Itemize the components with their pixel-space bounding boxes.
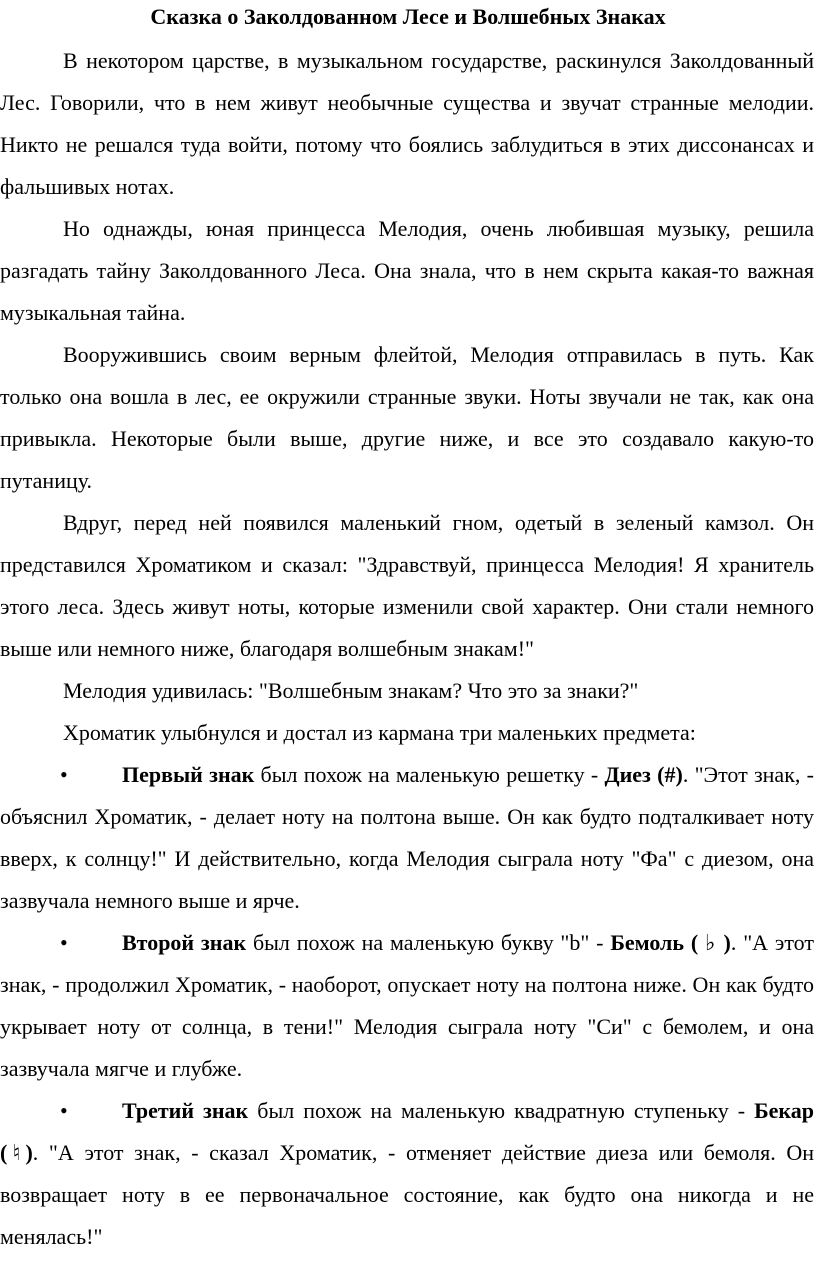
bullet-item-sharp <box>0 754 814 922</box>
bullet-text-end: . "Этот знак, - объяснил Хроматик, - делает ноту на полтона выше. Он как будто подталкивает ноту вверх, к солнцу!" И действительно, когда Мелодия сыграла ноту "Фа" с диезом, она зазвучала немного выше и ярче. <box>0 762 814 913</box>
bullet-text-end: . "А этот знак, - сказал Хроматик, - отменяет действие диеза или бемоля. Он возвращает ноту в ее первоначальное состояние, как будто она никогда и не менялась!" <box>0 1140 814 1249</box>
paragraph-2: Но однажды, юная принцесса Мелодия, очень любившая музыку, решила разгадать тайну Заколдованного Леса. Она знала, что в нем скрыта какая-то важная музыкальная тайна. <box>0 216 814 325</box>
sign-name-flat: Бемоль ( ♭ ) <box>610 930 731 955</box>
bullet-lead: Третий знак <box>122 1098 249 1123</box>
paragraph-1: В некотором царстве, в музыкальном государстве, раскинулся Заколдованный Лес. Говорили, что в нем живут необычные существа и звучат странные мелодии. Никто не решался туда войти, потому что боялись заблудиться в этих диссонансах и фальшивых нотах. <box>0 48 814 199</box>
bullet-text-end: . "А этот знак, - продолжил Хроматик, - наоборот, опускает ноту на полтона ниже. Он как будто укрывает ноту от солнца, в тени!" Мелодия сыграла ноту "Си" с бемолем, и она зазвучала мягче и глубже. <box>0 930 814 1081</box>
bullet-lead: Второй знак <box>122 930 247 955</box>
bullet-item-natural <box>0 1090 814 1258</box>
sign-name-natural: Бекар (♮) <box>0 1098 814 1165</box>
bullet-marker: • <box>60 1098 68 1123</box>
bullet-text-start: был похож на маленькую решетку - <box>254 762 605 787</box>
bullet-marker: • <box>60 762 68 787</box>
paragraph-3: Вооружившись своим верным флейтой, Мелодия отправилась в путь. Как только она вошла в лес, ее окружили странные звуки. Ноты звучали не так, как она привыкла. Некоторые были выше, другие ниже, и все это создавало какую-то путаницу. <box>0 342 814 493</box>
bullet-text-start: был похож на маленькую букву "b" - <box>246 930 611 955</box>
paragraph-5: Мелодия удивилась: "Волшебным знакам? Что это за знаки?" <box>63 678 639 703</box>
bullet-text-start: был похож на маленькую квадратную ступеньку - <box>248 1098 755 1123</box>
bullet-lead: Первый знак <box>122 762 255 787</box>
sign-name-sharp: Диез (#) <box>604 762 683 787</box>
bullet-marker: • <box>60 930 68 955</box>
paragraph-4: Вдруг, перед ней появился маленький гном, одетый в зеленый камзол. Он представился Хроматиком и сказал: "Здравствуй, принцесса Мелодия! Я хранитель этого леса. Здесь живут ноты, которые изменили свой характер. Они стали немного выше или немного ниже, благодаря волшебным знакам!" <box>0 510 814 661</box>
document-title: Сказка о Заколдованном Лесе и Волшебных Знаках <box>150 4 666 29</box>
bullet-item-flat <box>0 922 814 1090</box>
paragraph-6: Хроматик улыбнулся и достал из кармана три маленьких предмета: <box>63 720 696 745</box>
